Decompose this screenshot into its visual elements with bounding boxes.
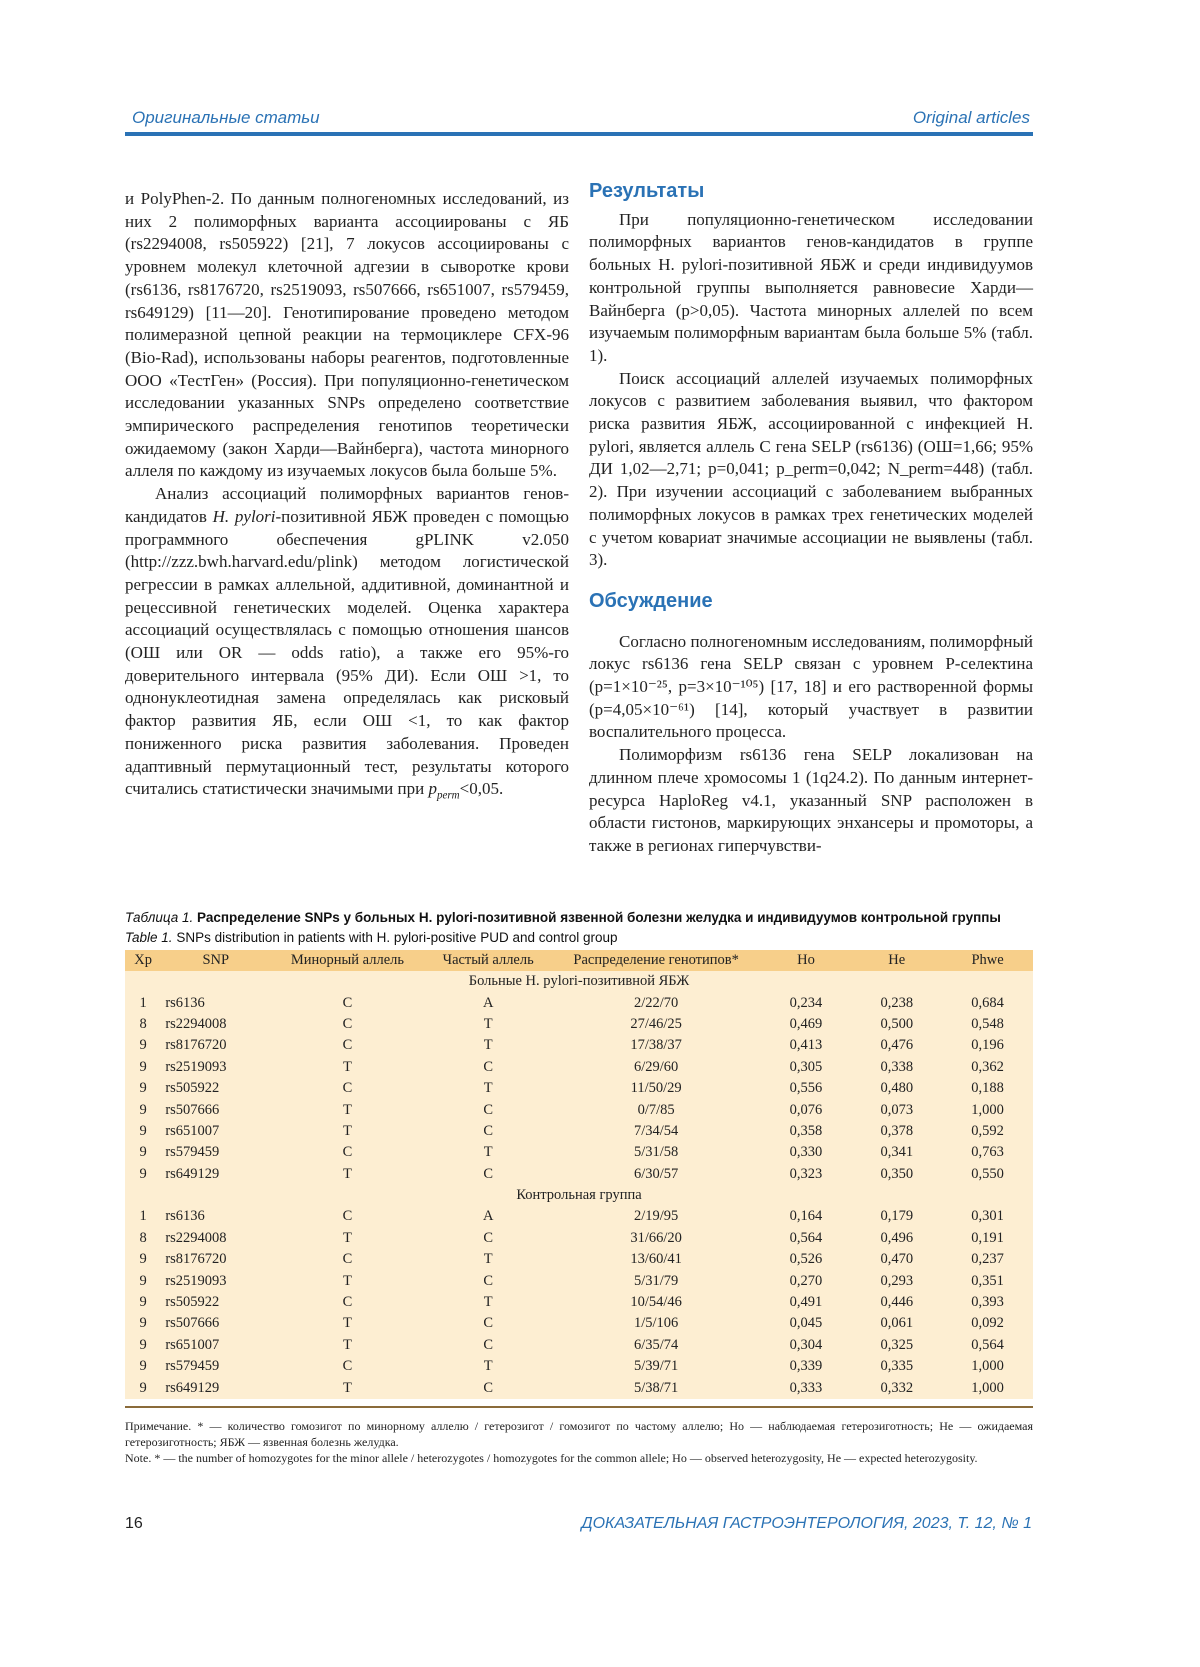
table-row — [125, 1377, 1033, 1398]
table-cell: 0,092 — [971, 1315, 1004, 1332]
table-cell: 0,491 — [789, 1294, 823, 1311]
table-row — [125, 1292, 1033, 1313]
table-cell: T — [483, 1037, 493, 1054]
table-cell: 8 — [139, 1229, 147, 1246]
table-cell: 9 — [139, 1080, 147, 1097]
table-cell: A — [482, 1208, 494, 1225]
table-cell: 9 — [139, 1144, 147, 1161]
table-cell: rs651007 — [165, 1336, 220, 1353]
table-cell: rs507666 — [165, 1315, 220, 1332]
table-cell: 0,270 — [789, 1272, 823, 1289]
table-cell: T — [483, 1080, 493, 1097]
table-cell: C — [483, 1336, 494, 1353]
table-cell: 0,237 — [971, 1251, 1004, 1268]
table-cell: 0,684 — [971, 994, 1004, 1011]
table-row — [125, 1356, 1033, 1377]
table-cell: 8 — [139, 1015, 147, 1032]
table-cell: 0,234 — [789, 994, 823, 1011]
table-cell: T — [343, 1336, 352, 1353]
table-cell: rs6136 — [165, 1208, 205, 1225]
table-cell: T — [483, 1358, 493, 1375]
table-cell: rs505922 — [165, 1080, 220, 1097]
table-cell: T — [483, 1294, 493, 1311]
table-cell: 9 — [139, 1165, 147, 1182]
table-cell: 0,179 — [880, 1208, 914, 1225]
table-cell: rs651007 — [165, 1122, 220, 1139]
left-column — [125, 188, 569, 807]
table-row — [125, 1270, 1033, 1291]
table-cell: 0,362 — [971, 1058, 1004, 1075]
table-row — [125, 992, 1033, 1013]
table-cell: 1,000 — [971, 1379, 1004, 1396]
table-cell: C — [483, 1101, 494, 1118]
table-cell: 5/31/79 — [633, 1272, 679, 1289]
table-cell: T — [343, 1272, 352, 1289]
group-header: Контрольная группа — [516, 1187, 642, 1204]
table-row — [125, 1014, 1033, 1035]
table-cell: 0,333 — [789, 1379, 823, 1396]
table-cell: 0,548 — [971, 1015, 1004, 1032]
table-cell: 0,338 — [880, 1058, 914, 1075]
table-cell: T — [483, 1015, 493, 1032]
results-heading: Результаты — [589, 180, 705, 202]
table-cell: 5/39/71 — [633, 1358, 679, 1375]
table-note — [125, 1418, 1033, 1466]
table-cell: 9 — [139, 1037, 147, 1054]
table-cell: 17/38/37 — [630, 1037, 682, 1054]
note-ru: Примечание. * — количество гомозигот по минорному аллелю / гетерозигот / гомозигот по частому аллелю; Ho — наблюдаемая гетерозиготность; He — ожидаемая гетерозиготность; ЯБЖ — язвенная болезнь желудка. — [125, 1419, 1033, 1449]
column-header: Phwe — [942, 950, 1033, 971]
table-cell: 0,550 — [971, 1165, 1004, 1182]
table-cell: C — [483, 1122, 494, 1139]
table-cell: rs649129 — [165, 1165, 220, 1182]
table-cell: 0,556 — [789, 1080, 823, 1097]
table-cell: T — [343, 1122, 352, 1139]
table-caption-en: Table 1. SNPs distribution in patients with H. pylori-positive PUD and control group — [125, 930, 618, 945]
table-cell: rs505922 — [165, 1294, 220, 1311]
table-cell: C — [483, 1379, 494, 1396]
table-cell: T — [483, 1251, 493, 1268]
table-cell: C — [483, 1272, 494, 1289]
discussion-heading: Обсуждение — [589, 589, 713, 612]
table-cell: 5/31/58 — [633, 1144, 679, 1161]
table-row — [125, 1121, 1033, 1142]
table-cell: 9 — [139, 1058, 147, 1075]
section-header-en: Original articles — [912, 108, 1030, 127]
table-cell: C — [342, 1358, 353, 1375]
column-header: Хр — [125, 950, 161, 971]
header-rule — [125, 132, 1033, 136]
table-cell: rs2294008 — [165, 1015, 227, 1032]
table-cell: T — [343, 1229, 352, 1246]
table-cell: 0,446 — [880, 1294, 914, 1311]
paragraph: При популяционно-генетическом исследовании полиморфных вариантов генов-кандидатов в группе больных H. pylori-позитивной ЯБЖ и среди индивидуумов контрольной группы выполняется равновесие Харди—Вайнберга (p>0,05). Частота минорных аллелей по всем изучаемым полиморфным вариантам была больше 5% (табл. 1). — [589, 209, 1033, 365]
table-cell: C — [342, 994, 353, 1011]
table-row — [125, 1313, 1033, 1334]
table-cell: 0,335 — [880, 1358, 914, 1375]
table-cell: 0,500 — [880, 1015, 914, 1032]
table-row — [125, 1249, 1033, 1270]
table-cell: C — [342, 1037, 353, 1054]
table-cell: 6/30/57 — [633, 1165, 679, 1182]
table-cell: 11/50/29 — [630, 1080, 682, 1097]
table-cell: 2/22/70 — [633, 994, 679, 1011]
table-cell: rs2294008 — [165, 1229, 227, 1246]
table-cell: T — [343, 1165, 352, 1182]
table-cell: 0,293 — [880, 1272, 914, 1289]
paragraph: Анализ ассоциаций полиморфных вариантов генов-кандидатов H. pylori-позитивной ЯБЖ проведен с помощью программного обеспечения gPLINK v2.050 (http://zzz.bwh.harvard.edu/plink) методом логистической регрессии в рамках аллельной, аддитивной, доминантной и рецессивной генетических моделей. Оценка характера ассоциаций осуществлялась с помощью отношения шансов (ОШ или OR — odds ratio), а также его 95%-го доверительного интервала (95% ДИ). Если ОШ >1, то однонуклеотидная замена определялась как рисковый фактор развития ЯБ, если ОШ <1, то как фактор пониженного риска развития заболевания. Проведен адаптивный пермутационный тест, результаты которого считались статистически значимыми при $p_{perm}<0,05$. — [125, 484, 569, 802]
table-cell: 0,304 — [789, 1336, 823, 1353]
paragraph: Поиск ассоциаций аллелей изучаемых полиморфных локусов с развитием заболевания выявил, что фактором риска развития ЯБЖ, ассоциированной с инфекцией H. pylori, является аллель С гена SELP (rs6136) (ОШ=1,66; 95% ДИ 1,02—2,71; p=0,041; p_perm=0,042; N_perm=448) (табл. 2). При изучении ассоциаций с заболеванием выбранных полиморфных локусов в рамках трех генетических моделей с учетом ковариат значимые ассоциации не выявлены (табл. 3). — [589, 368, 1033, 570]
table-cell: 0,164 — [789, 1208, 823, 1225]
column-header: SNP — [161, 950, 270, 971]
table-row — [125, 1078, 1033, 1099]
table-cell: 0,564 — [971, 1336, 1004, 1353]
table-cell: rs2519093 — [165, 1058, 227, 1075]
table-row — [125, 1164, 1033, 1185]
table-cell: 1 — [139, 994, 147, 1011]
column-header: Частый аллель — [425, 950, 552, 971]
paragraph: и PolyPhen-2. По данным полногеномных исследований, из них 2 полиморфных варианта ассоциированы с ЯБ (rs2294008, rs505922) [21], 7 локусов ассоциированы с уровнем молекул клеточной адгезии в сыворотке крови (rs6136, rs8176720, rs2519093, rs507666, rs651007, rs579459, rs649129) [11—20]. Генотипирование проведено методом полимеразной цепной реакции на термоциклере CFX-96 (Bio-Rad), использованы наборы реагентов, подготовленные ООО «ТестГен» (Россия). При популяционно-генетическом исследовании указанных SNPs определено соответствие эмпирического распределения генотипов теоретически ожидаемому (закон Харди—Вайнберга), частота минорного аллеля по каждому из изучаемых локусов была больше 5%. — [125, 189, 569, 481]
table-cell: 0,413 — [789, 1037, 823, 1054]
column-header: Распределение генотипов* — [552, 950, 761, 971]
column-header: Ho — [761, 950, 852, 971]
table-row — [125, 1035, 1033, 1056]
table-cell: 0,076 — [789, 1101, 823, 1118]
table-cell: 13/60/41 — [630, 1251, 682, 1268]
table-cell: rs2519093 — [165, 1272, 227, 1289]
table-cell: C — [342, 1294, 353, 1311]
table-cell: rs6136 — [165, 994, 205, 1011]
table-cell: 0,470 — [880, 1251, 914, 1268]
table-cell: 0,351 — [971, 1272, 1004, 1289]
table-cell: 9 — [139, 1379, 147, 1396]
table-cell: T — [343, 1315, 352, 1332]
table-cell: 10/54/46 — [630, 1294, 682, 1311]
table-cell: 9 — [139, 1122, 147, 1139]
table-cell: 0,469 — [789, 1015, 823, 1032]
journal-name: ДОКАЗАТЕЛЬНАЯ ГАСТРОЭНТЕРОЛОГИЯ, 2023, Т. 12, № 1 — [581, 1515, 1032, 1532]
table-cell: 6/29/60 — [633, 1058, 679, 1075]
table-cell: C — [342, 1208, 353, 1225]
table-cell: 5/38/71 — [633, 1379, 679, 1396]
table-cell: rs579459 — [165, 1144, 220, 1161]
table-cell: C — [483, 1058, 494, 1075]
table-cell: 0,332 — [880, 1379, 914, 1396]
note-en: Note. * — the number of homozygotes for the minor allele / heterozygotes / homozygotes for the common allele; Ho — observed heterozygosity, He — expected heterozygosity. — [125, 1451, 978, 1465]
table-cell: 0,301 — [971, 1208, 1004, 1225]
column-header: Минорный аллель — [270, 950, 424, 971]
table-cell: 27/46/25 — [630, 1015, 682, 1032]
page-number: 16 — [125, 1515, 143, 1532]
table-cell: C — [483, 1315, 494, 1332]
table-cell: rs507666 — [165, 1101, 220, 1118]
table-cell: rs8176720 — [165, 1037, 227, 1054]
table-cell: 9 — [139, 1251, 147, 1268]
table-cell: T — [343, 1101, 352, 1118]
table-cell: 0,564 — [789, 1229, 823, 1246]
snp-table — [125, 950, 1033, 1399]
table-cell: 7/34/54 — [633, 1122, 679, 1139]
table-cell: 0,592 — [971, 1122, 1004, 1139]
table-cell: 9 — [139, 1358, 147, 1375]
table-cell: 0,763 — [971, 1144, 1004, 1161]
paragraph: Полиморфизм rs6136 гена SELP локализован на длинном плече хромосомы 1 (1q24.2). По данным интернет-ресурса HaploReg v4.1, указанный SNP расположен в области гистонов, маркирующих энхансеры и промоторы, а также в регионах гиперчувстви- — [589, 745, 1033, 855]
table-cell: rs8176720 — [165, 1251, 227, 1268]
table-cell: 9 — [139, 1101, 147, 1118]
table-row — [125, 1099, 1033, 1120]
column-header: He — [851, 950, 942, 971]
table-row — [125, 1142, 1033, 1163]
group-header: Больные H. pylori-позитивной ЯБЖ — [468, 973, 690, 990]
table-row — [125, 1228, 1033, 1249]
table-cell: 0,196 — [971, 1037, 1004, 1054]
table-cell: 0,323 — [789, 1165, 823, 1182]
table-cell: T — [343, 1058, 352, 1075]
table-cell: 0,305 — [789, 1058, 823, 1075]
table-cell: 6/35/74 — [633, 1336, 679, 1353]
table-cell: C — [342, 1080, 353, 1097]
table-cell: C — [342, 1144, 353, 1161]
table-cell: rs649129 — [165, 1379, 220, 1396]
table-cell: 0/7/85 — [637, 1101, 675, 1118]
table-cell: C — [342, 1251, 353, 1268]
table-cell: 0,073 — [880, 1101, 914, 1118]
table-cell: 1 — [139, 1208, 147, 1225]
table-cell: A — [482, 994, 494, 1011]
table-cell: 0,393 — [971, 1294, 1004, 1311]
table-bottom-rule — [125, 1406, 1033, 1408]
table-cell: 9 — [139, 1272, 147, 1289]
table-cell: 0,238 — [880, 994, 914, 1011]
table-cell: 2/19/95 — [633, 1208, 679, 1225]
table-cell: T — [343, 1379, 352, 1396]
table-cell: 1,000 — [971, 1358, 1004, 1375]
table-row — [125, 1335, 1033, 1356]
table-cell: 0,061 — [880, 1315, 914, 1332]
table-cell: 0,330 — [789, 1144, 823, 1161]
section-header-ru: Оригинальные статьи — [132, 108, 320, 127]
table-caption-ru: Таблица 1. Распределение SNPs у больных H. pylori-позитивной язвенной болезни желудка и индивидуумов контрольной группы — [125, 910, 1001, 925]
table-cell: 0,480 — [880, 1080, 914, 1097]
table-cell: C — [342, 1015, 353, 1032]
table-cell: 0,476 — [880, 1037, 914, 1054]
table-cell: 9 — [139, 1336, 147, 1353]
table-cell: 9 — [139, 1315, 147, 1332]
table-cell: 1,000 — [971, 1101, 1004, 1118]
table-cell: 0,350 — [880, 1165, 914, 1182]
table-cell: T — [483, 1144, 493, 1161]
table-row — [125, 1057, 1033, 1078]
table-cell: 0,526 — [789, 1251, 823, 1268]
table-cell: 31/66/20 — [630, 1229, 682, 1246]
table-cell: 0,496 — [880, 1229, 914, 1246]
table-cell: 0,191 — [971, 1229, 1004, 1246]
table-cell: 9 — [139, 1294, 147, 1311]
table-cell: 0,325 — [880, 1336, 914, 1353]
paragraph: Согласно полногеномным исследованиям, полиморфный локус rs6136 гена SELP связан с уровнем Р-селектина (p=1×10⁻²⁵, p=3×10⁻¹⁰⁵) [17, 18] и его растворенной формы (p=4,05×10⁻⁶¹) [14], который участвует в развитии воспалительного процесса. — [589, 631, 1033, 742]
table-cell: 0,358 — [789, 1122, 823, 1139]
table-cell: 0,188 — [971, 1080, 1004, 1097]
table-cell: 0,341 — [880, 1144, 914, 1161]
table-cell: 0,378 — [880, 1122, 914, 1139]
table-cell: 0,045 — [789, 1315, 823, 1332]
table-cell: 1/5/106 — [633, 1315, 679, 1332]
right-column — [589, 180, 1033, 858]
table-cell: rs579459 — [165, 1358, 220, 1375]
table-cell: C — [483, 1229, 494, 1246]
table-cell: C — [483, 1165, 494, 1182]
table-cell: 0,339 — [789, 1358, 823, 1375]
table-row — [125, 1206, 1033, 1227]
